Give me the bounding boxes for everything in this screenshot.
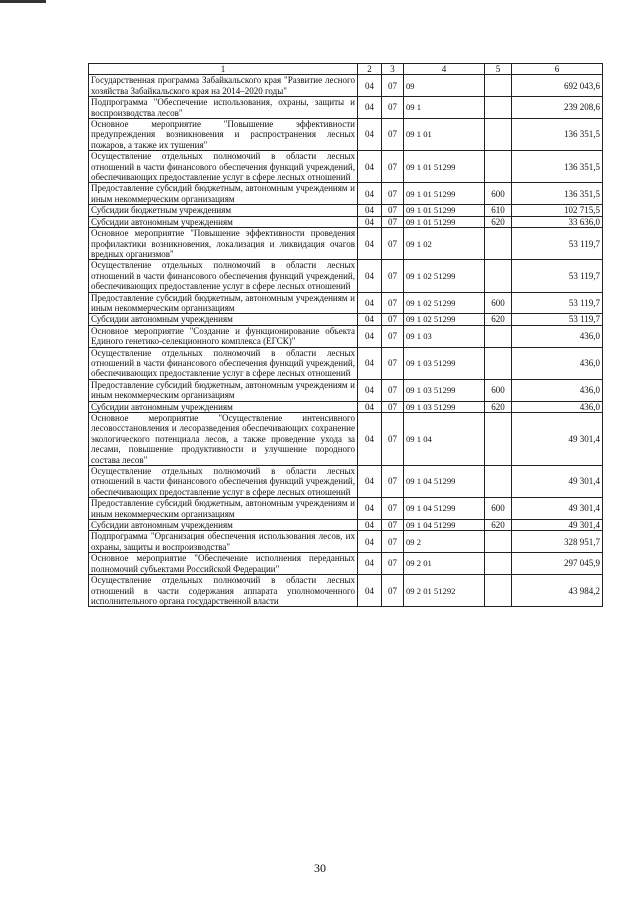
- subsection-code-cell: 07: [382, 553, 404, 575]
- amount-cell: 49 301,4: [512, 413, 603, 466]
- table-row: [89, 75, 603, 97]
- expense-type-cell: [485, 119, 512, 151]
- subsection-code-cell: 07: [382, 151, 404, 183]
- expense-type-cell: 600: [485, 498, 512, 520]
- table-row: [89, 466, 603, 498]
- expense-type-cell: 600: [485, 183, 512, 205]
- target-article-cell: 09 1 04 51299: [404, 466, 485, 498]
- item-name-cell: Осуществление отдельных полномочий в области лесных отношений в части финансового обеспечения функций учреждений, обеспечивающих предоставление услуг в сфере лесных отношений: [89, 260, 358, 292]
- section-code-cell: 04: [358, 119, 382, 151]
- expense-type-cell: 620: [485, 520, 512, 531]
- section-code-cell: 04: [358, 292, 382, 314]
- table-row: [89, 575, 603, 607]
- item-name-cell: Основное мероприятие "Создание и функционирование объекта Единого генетико-селекционного комплекса (ЕГСК)": [89, 325, 358, 347]
- column-header: 2: [358, 64, 382, 75]
- subsection-code-cell: 07: [382, 325, 404, 347]
- item-name-cell: Основное мероприятие "Повышение эффективности проведения профилактики возникновения, локализация и ликвидация очагов вредных организмов": [89, 228, 358, 260]
- expense-type-cell: 600: [485, 292, 512, 314]
- section-code-cell: 04: [358, 205, 382, 216]
- expense-type-cell: 610: [485, 205, 512, 216]
- target-article-cell: 09 1 03 51299: [404, 401, 485, 412]
- budget-table: [88, 63, 603, 607]
- item-name-cell: Субсидии автономным учреждениям: [89, 520, 358, 531]
- amount-cell: 136 351,5: [512, 119, 603, 151]
- subsection-code-cell: 07: [382, 205, 404, 216]
- table-row: [89, 325, 603, 347]
- column-header: 5: [485, 64, 512, 75]
- top-rule: [0, 0, 46, 3]
- subsection-code-cell: 07: [382, 183, 404, 205]
- subsection-code-cell: 07: [382, 292, 404, 314]
- item-name-cell: Субсидии бюджетным учреждениям: [89, 205, 358, 216]
- amount-cell: 436,0: [512, 347, 603, 379]
- expense-type-cell: [485, 97, 512, 119]
- item-name-cell: Подпрограмма "Организация обеспечения использования лесов, их охраны, защиты и воспроизводства": [89, 531, 358, 553]
- subsection-code-cell: 07: [382, 531, 404, 553]
- column-header: 6: [512, 64, 603, 75]
- expense-type-cell: [485, 413, 512, 466]
- item-name-cell: Осуществление отдельных полномочий в области лесных отношений в части финансового обеспечения функций учреждений, обеспечивающих предоставление услуг в сфере лесных отношений: [89, 347, 358, 379]
- expense-type-cell: 620: [485, 314, 512, 325]
- section-code-cell: 04: [358, 151, 382, 183]
- expense-type-cell: [485, 260, 512, 292]
- target-article-cell: 09 1 04 51299: [404, 520, 485, 531]
- amount-cell: 53 119,7: [512, 314, 603, 325]
- amount-cell: 49 301,4: [512, 498, 603, 520]
- section-code-cell: 04: [358, 325, 382, 347]
- subsection-code-cell: 07: [382, 379, 404, 401]
- target-article-cell: 09 1 02 51299: [404, 314, 485, 325]
- item-name-cell: Государственная программа Забайкальского края "Развитие лесного хозяйства Забайкальского края на 2014–2020 годы": [89, 75, 358, 97]
- section-code-cell: 04: [358, 466, 382, 498]
- subsection-code-cell: 07: [382, 75, 404, 97]
- expense-type-cell: [485, 575, 512, 607]
- amount-cell: 53 119,7: [512, 228, 603, 260]
- table-row: [89, 553, 603, 575]
- target-article-cell: 09 2 01 51292: [404, 575, 485, 607]
- item-name-cell: Основное мероприятие "Осуществление интенсивного лесовосстановления и лесоразведения обеспечивающих сохранение экологического потенциала лесов, а также проведение ухода за лесами, повышение продуктивности и улучшение породного состава лесов": [89, 413, 358, 466]
- target-article-cell: 09 1: [404, 97, 485, 119]
- amount-cell: 53 119,7: [512, 292, 603, 314]
- item-name-cell: Предоставление субсидий бюджетным, автономным учреждениям и иным некоммерческим организациям: [89, 498, 358, 520]
- target-article-cell: 09 1 01 51299: [404, 151, 485, 183]
- table-row: [89, 531, 603, 553]
- section-code-cell: 04: [358, 216, 382, 227]
- expense-type-cell: [485, 466, 512, 498]
- table-row: [89, 228, 603, 260]
- section-code-cell: 04: [358, 314, 382, 325]
- subsection-code-cell: 07: [382, 228, 404, 260]
- target-article-cell: 09 1 04: [404, 413, 485, 466]
- amount-cell: 692 043,6: [512, 75, 603, 97]
- item-name-cell: Предоставление субсидий бюджетным, автономным учреждениям и иным некоммерческим организациям: [89, 292, 358, 314]
- subsection-code-cell: 07: [382, 314, 404, 325]
- table-row: [89, 292, 603, 314]
- target-article-cell: 09 1 03: [404, 325, 485, 347]
- target-article-cell: 09 1 01 51299: [404, 183, 485, 205]
- amount-cell: 136 351,5: [512, 151, 603, 183]
- subsection-code-cell: 07: [382, 119, 404, 151]
- section-code-cell: 04: [358, 97, 382, 119]
- amount-cell: 33 636,0: [512, 216, 603, 227]
- section-code-cell: 04: [358, 520, 382, 531]
- subsection-code-cell: 07: [382, 466, 404, 498]
- column-header: 4: [404, 64, 485, 75]
- target-article-cell: 09 1 01 51299: [404, 216, 485, 227]
- amount-cell: 297 045,9: [512, 553, 603, 575]
- table-row: [89, 520, 603, 531]
- amount-cell: 49 301,4: [512, 466, 603, 498]
- item-name-cell: Предоставление субсидий бюджетным, автономным учреждениям и иным некоммерческим организациям: [89, 379, 358, 401]
- target-article-cell: 09 1 01: [404, 119, 485, 151]
- column-header: 3: [382, 64, 404, 75]
- section-code-cell: 04: [358, 379, 382, 401]
- table-row: [89, 401, 603, 412]
- table-row: [89, 205, 603, 216]
- expense-type-cell: 620: [485, 216, 512, 227]
- target-article-cell: 09 1 02 51299: [404, 260, 485, 292]
- target-article-cell: 09 1 03 51299: [404, 379, 485, 401]
- table-row: [89, 97, 603, 119]
- section-code-cell: 04: [358, 575, 382, 607]
- section-code-cell: 04: [358, 498, 382, 520]
- table-row: [89, 151, 603, 183]
- table-row: [89, 498, 603, 520]
- expense-type-cell: [485, 553, 512, 575]
- target-article-cell: 09 2 01: [404, 553, 485, 575]
- item-name-cell: Основное мероприятие "Обеспечение исполнения переданных полномочий субъектами Российской Федерации": [89, 553, 358, 575]
- item-name-cell: Основное мероприятие "Повышение эффективности предупреждения возникновения и распространения лесных пожаров, а также их тушения": [89, 119, 358, 151]
- expense-type-cell: [485, 347, 512, 379]
- item-name-cell: Субсидии автономным учреждениям: [89, 401, 358, 412]
- section-code-cell: 04: [358, 413, 382, 466]
- table-body: [89, 75, 603, 607]
- item-name-cell: Осуществление отдельных полномочий в области лесных отношений в части содержания аппарата уполномоченного исполнительного органа государственной власти: [89, 575, 358, 607]
- subsection-code-cell: 07: [382, 216, 404, 227]
- item-name-cell: Осуществление отдельных полномочий в области лесных отношений в части финансового обеспечения функций учреждений, обеспечивающих предоставление услуг в сфере лесных отношений: [89, 466, 358, 498]
- subsection-code-cell: 07: [382, 520, 404, 531]
- target-article-cell: 09 1 02: [404, 228, 485, 260]
- table-row: [89, 314, 603, 325]
- amount-cell: 102 715,5: [512, 205, 603, 216]
- amount-cell: 436,0: [512, 325, 603, 347]
- table-row: [89, 379, 603, 401]
- item-name-cell: Осуществление отдельных полномочий в области лесных отношений в части финансового обеспечения функций учреждений, обеспечивающих предоставление услуг в сфере лесных отношений: [89, 151, 358, 183]
- expense-type-cell: [485, 325, 512, 347]
- target-article-cell: 09 1 01 51299: [404, 205, 485, 216]
- section-code-cell: 04: [358, 228, 382, 260]
- table-row: [89, 119, 603, 151]
- amount-cell: 43 984,2: [512, 575, 603, 607]
- amount-cell: 436,0: [512, 379, 603, 401]
- item-name-cell: Субсидии автономным учреждениям: [89, 216, 358, 227]
- page-number: 30: [314, 861, 326, 875]
- section-code-cell: 04: [358, 553, 382, 575]
- expense-type-cell: 600: [485, 379, 512, 401]
- section-code-cell: 04: [358, 75, 382, 97]
- target-article-cell: 09 1 04 51299: [404, 498, 485, 520]
- subsection-code-cell: 07: [382, 575, 404, 607]
- subsection-code-cell: 07: [382, 260, 404, 292]
- column-header: 1: [89, 64, 358, 75]
- subsection-code-cell: 07: [382, 97, 404, 119]
- target-article-cell: 09 1 03 51299: [404, 347, 485, 379]
- amount-cell: 136 351,5: [512, 183, 603, 205]
- subsection-code-cell: 07: [382, 401, 404, 412]
- table-header-row: [89, 64, 603, 75]
- expense-type-cell: [485, 151, 512, 183]
- table-row: [89, 216, 603, 227]
- subsection-code-cell: 07: [382, 347, 404, 379]
- subsection-code-cell: 07: [382, 498, 404, 520]
- section-code-cell: 04: [358, 401, 382, 412]
- amount-cell: 53 119,7: [512, 260, 603, 292]
- expense-type-cell: [485, 75, 512, 97]
- subsection-code-cell: 07: [382, 413, 404, 466]
- section-code-cell: 04: [358, 260, 382, 292]
- item-name-cell: Подпрограмма "Обеспечение использования, охраны, защиты и воспроизводства лесов": [89, 97, 358, 119]
- item-name-cell: Предоставление субсидий бюджетным, автономным учреждениям и иным некоммерческим организациям: [89, 183, 358, 205]
- section-code-cell: 04: [358, 531, 382, 553]
- section-code-cell: 04: [358, 347, 382, 379]
- table-row: [89, 347, 603, 379]
- item-name-cell: Субсидии автономным учреждениям: [89, 314, 358, 325]
- expense-type-cell: [485, 531, 512, 553]
- table-row: [89, 413, 603, 466]
- table-row: [89, 183, 603, 205]
- expense-type-cell: 620: [485, 401, 512, 412]
- target-article-cell: 09: [404, 75, 485, 97]
- table-row: [89, 260, 603, 292]
- amount-cell: 239 208,6: [512, 97, 603, 119]
- amount-cell: 328 951,7: [512, 531, 603, 553]
- expense-type-cell: [485, 228, 512, 260]
- amount-cell: 49 301,4: [512, 520, 603, 531]
- target-article-cell: 09 1 02 51299: [404, 292, 485, 314]
- target-article-cell: 09 2: [404, 531, 485, 553]
- amount-cell: 436,0: [512, 401, 603, 412]
- section-code-cell: 04: [358, 183, 382, 205]
